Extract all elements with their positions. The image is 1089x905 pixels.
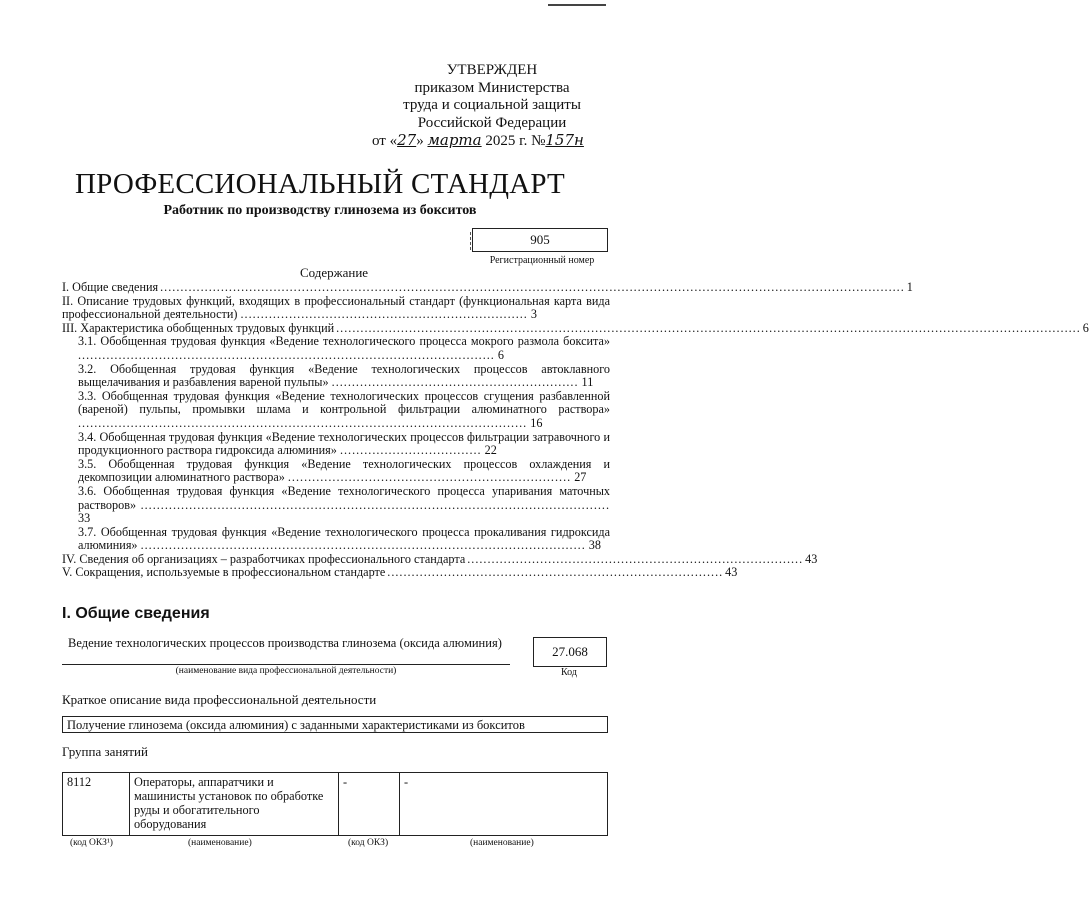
toc-entry: 3.1. Обобщенная трудовая функция «Ведение технологического процесса мокрого размола боксита» ....................................................................................................... 6 — [78, 334, 610, 362]
section-heading: I. Общие сведения — [62, 605, 210, 622]
toc-entry-text: II. Описание трудовых функций, входящих в профессиональный стандарт (функциональная карта вида профессиональной деятельности) — [62, 293, 610, 322]
date-year: 2025 г. № — [485, 133, 546, 149]
toc-entry-text: 3.2. Обобщенная трудовая функция «Ведение технологических процессов автоклавного выщелачивания и разбавления вареной пульпы» — [78, 361, 610, 390]
approval-date-line — [372, 132, 612, 151]
toc-entry-page: 11 — [581, 375, 594, 390]
toc-entry: III. Характеристика обобщенных трудовых функций ........................................................................................................................................................................................ 6 — [62, 320, 1089, 335]
toc-entry: 3.2. Обобщенная трудовая функция «Ведение технологических процессов автоклавного выщелачивания и разбавления вареной пульпы» ............................................................. 11 — [78, 361, 610, 390]
activity-caption: (наименование вида профессиональной деятельности) — [175, 666, 397, 676]
toc-entry: I. Общие сведения ........................................................................................................................................................................................ 1 — [62, 280, 913, 294]
brief-description: Получение глинозема (оксида алюминия) с заданными характеристиками из бокситов — [62, 716, 608, 733]
toc-entry-text: 3.7. Обобщенная трудовая функция «Ведение технологического процесса прокаливания гидроксида алюминия» — [78, 524, 610, 553]
approval-line: приказом Министерства — [414, 79, 570, 96]
activity-code: 27.068 — [533, 637, 607, 667]
handwritten-month: марта — [427, 131, 482, 149]
toc-entry-page: 27 — [574, 470, 587, 485]
toc-entry-text: 3.4. Обобщенная трудовая функция «Ведение технологических процессов фильтрации затравочного и продукционного раствора гидроксида алюминия» — [78, 429, 610, 458]
toc-entry-text: V. Сокращения, используемые в профессиональном стандарте — [62, 565, 386, 580]
toc-entry: II. Описание трудовых функций, входящих в профессиональный стандарт (функциональная карта вида профессиональной деятельности) ....................................................................... 3 — [62, 293, 610, 322]
toc-entry: 3.3. Обобщенная трудовая функция «Ведение технологических процессов сгущения разбавленной (вареной) пульпы, промывки шлама и контрольной фильтрации алюминатного раствора» ............................................................................................................... 16 — [78, 388, 610, 430]
registration-label: Регистрационный номер — [489, 255, 595, 266]
caption-okz-code: (код ОКЗ¹) — [70, 838, 113, 848]
toc-entry: 3.7. Обобщенная трудовая функция «Ведение технологического процесса прокаливания гидроксида алюминия» .............................................................................................................. 38 — [78, 524, 610, 553]
toc-entry-page: 16 — [530, 415, 543, 430]
toc-entry-page: 6 — [1082, 320, 1089, 335]
document-title: ПРОФЕССИОНАЛЬНЫЙ СТАНДАРТ — [75, 168, 565, 200]
scan-edge-mark — [548, 4, 606, 6]
toc-heading: Содержание — [299, 265, 369, 280]
table-row — [63, 773, 608, 836]
toc-entry: 3.6. Обобщенная трудовая функция «Ведение технологического процесса упаривания маточных растворов» .................................................................................................................... 33 — [78, 483, 610, 526]
caption-name: (наименование) — [188, 838, 252, 848]
activity-code-label: Код — [561, 667, 577, 678]
approval-block — [372, 62, 612, 151]
toc-entry-text: IV. Сведения об организациях – разработчиках профессионального стандарта — [62, 551, 466, 566]
registration-number: 905 — [472, 228, 608, 252]
toc-entry-page: 38 — [588, 538, 601, 553]
occupation-group-table — [62, 772, 608, 836]
toc-entry-page: 43 — [725, 565, 738, 580]
handwritten-day: 27 — [397, 131, 417, 149]
table-of-contents — [62, 280, 1089, 580]
toc-entry-text: 3.3. Обобщенная трудовая функция «Ведение технологических процессов сгущения разбавленной (вареной) пульпы, промывки шлама и контрольной фильтрации алюминатного раствора» — [78, 388, 610, 417]
handwritten-order-number: 157н — [545, 131, 584, 149]
toc-entry-text: III. Характеристика обобщенных трудовых функций — [62, 320, 335, 335]
date-mid: » — [416, 133, 424, 149]
toc-entry: 3.4. Обобщенная трудовая функция «Ведение технологических процессов фильтрации затравочного и продукционного раствора гидроксида алюминия» ................................... 22 — [78, 429, 610, 458]
toc-entry-page: 1 — [906, 280, 913, 294]
approval-line: труда и социальной защиты — [403, 97, 581, 113]
date-prefix: от « — [372, 133, 398, 149]
document-subtitle: Работник по производству глинозема из бокситов — [163, 203, 477, 218]
toc-entry-page: 43 — [805, 551, 818, 566]
toc-entry-page: 6 — [497, 347, 504, 362]
toc-entry: IV. Сведения об организациях – разработчиках профессионального стандарта ................................................................................... 43 — [62, 551, 818, 566]
toc-entry-text: 3.1. Обобщенная трудовая функция «Ведение технологического процесса мокрого размола боксита» — [78, 334, 610, 349]
approval-line: Российской Федерации — [417, 114, 567, 131]
toc-entry-page: 22 — [484, 443, 497, 458]
caption-name: (наименование) — [470, 838, 534, 848]
brief-description-heading: Краткое описание вида профессиональной деятельности — [62, 692, 377, 707]
occupation-name-cell: Операторы, аппаратчики и машинисты установок по обработке руды и обогатительного оборудования — [130, 773, 339, 836]
toc-entry-text: 3.5. Обобщенная трудовая функция «Ведение технологических процессов охлаждения и декомпозиции алюминатного раствора» — [78, 456, 610, 485]
toc-entry-text: 3.6. Обобщенная трудовая функция «Ведение технологического процесса упаривания маточных растворов» — [78, 483, 610, 512]
toc-entry-text: I. Общие сведения — [62, 280, 159, 294]
okz-code-cell: - — [339, 773, 400, 836]
caption-okz-code: (код ОКЗ) — [348, 838, 389, 848]
occupation-name-cell: - — [400, 773, 608, 836]
okz-code-cell: 8112 — [63, 773, 130, 836]
toc-entry: V. Сокращения, используемые в профессиональном стандарте ................................................................................... 43 — [62, 565, 738, 580]
toc-entry-page: 3 — [530, 307, 537, 322]
activity-underline — [62, 664, 510, 665]
occupation-group-heading: Группа занятий — [62, 744, 148, 759]
toc-entry-page: 33 — [78, 511, 91, 526]
activity-name: Ведение технологических процессов производства глинозема (оксида алюминия) — [68, 636, 502, 650]
toc-entry: 3.5. Обобщенная трудовая функция «Ведение технологических процессов охлаждения и декомпозиции алюминатного раствора» ...................................................................... 27 — [78, 456, 610, 485]
approval-title: УТВЕРЖДЕН — [446, 62, 538, 78]
